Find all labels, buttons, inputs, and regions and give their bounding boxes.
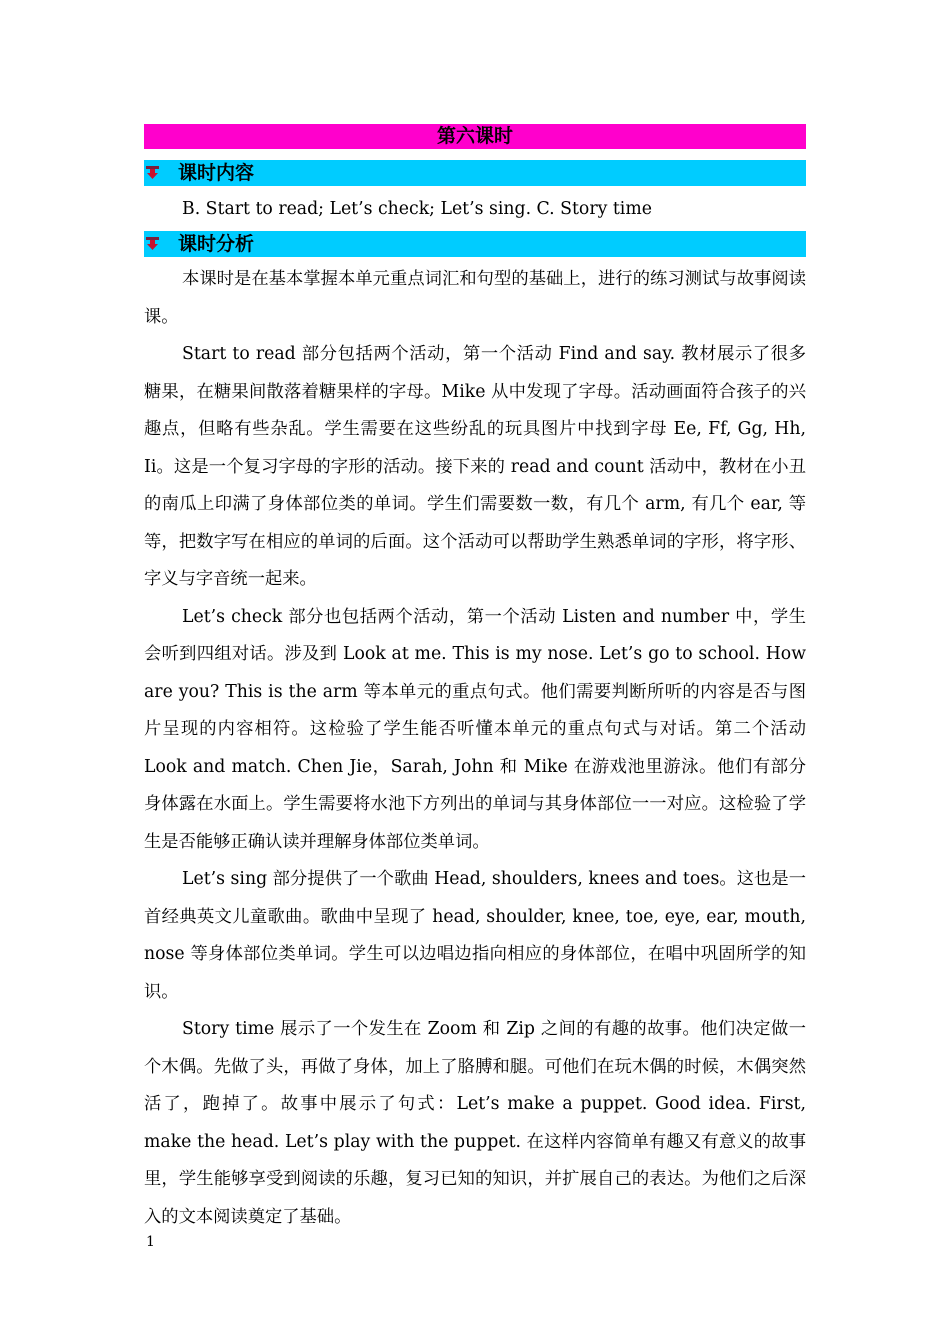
analysis-body	[144, 261, 806, 1236]
section-heading-label: 课时分析	[178, 233, 255, 255]
page-number: 1	[146, 1234, 155, 1250]
paragraph-story-time: Story time 展示了一个发生在 Zoom 和 Zip 之间的有趣的故事。他们决定做一个木偶。先做了头，再做了身体，加上了胳膊和腿。可他们在玩木偶的时候，木偶突然活了，跑掉了。故事中展示了句式：Let’s make a puppet. Good idea. First, make the head. Let’s play with the puppet. 在这样内容简单有趣又有意义的故事里，学生能够享受到阅读的乐趣，复习已知的知识，并扩展自己的表达。为他们之后深入的文本阅读奠定了基础。	[144, 1019, 806, 1227]
section-heading-content	[144, 160, 806, 186]
paragraph-intro: 本课时是在基本掌握本单元重点词汇和句型的基础上，进行的练习测试与故事阅读课。	[144, 269, 806, 327]
lesson-title: 第六课时	[144, 124, 806, 149]
section-heading-analysis	[144, 231, 806, 257]
arrow-down-bullet-icon	[146, 166, 159, 179]
section-heading-label: 课时内容	[178, 162, 255, 184]
paragraph-lets-sing: Let’s sing 部分提供了一个歌曲 Head, shoulders, knees and toes。这也是一首经典英文儿童歌曲。歌曲中呈现了 head, shoulder, knee, toe, eye, ear, mouth, nose 等身体部位类单词。学生可以边唱边指向相应的身体部位，在唱中巩固所学的知识。	[144, 869, 806, 1002]
arrow-down-bullet-icon	[146, 237, 159, 250]
paragraph-start-to-read: Start to read 部分包括两个活动，第一个活动 Find and say. 教材展示了很多糖果，在糖果间散落着糖果样的字母。Mike 从中发现了字母。活动画面符合孩子的兴趣点，但略有些杂乱。学生需要在这些纷乱的玩具图片中找到字母 Ee, Ff, Gg, Hh, Ii。这是一个复习字母的字形的活动。接下来的 read and count 活动中，教材在小丑的南瓜上印满了身体部位类的单词。学生们需要数一数，有几个 arm, 有几个 ear, 等等，把数字写在相应的单词的后面。这个活动可以帮助学生熟悉单词的字形，将字形、字义与字音统一起来。	[144, 344, 806, 589]
lesson-content-text: B. Start to read; Let’s check; Let’s sing. C. Story time	[182, 199, 652, 219]
paragraph-lets-check: Let’s check 部分也包括两个活动，第一个活动 Listen and number 中，学生会听到四组对话。涉及到 Look at me. This is my nose. Let’s go to school. How are you? This is the arm 等本单元的重点句式。他们需要判断所听的内容是否与图片呈现的内容相符。这检验了学生能否听懂本单元的重点句式与对话。第二个活动 Look and match. Chen Jie，Sarah, John 和 Mike 在游戏池里游泳。他们有部分身体露在水面上。学生需要将水池下方列出的单词与其身体部位一一对应。这检验了学生是否能够正确认读并理解身体部位类单词。	[144, 606, 806, 852]
